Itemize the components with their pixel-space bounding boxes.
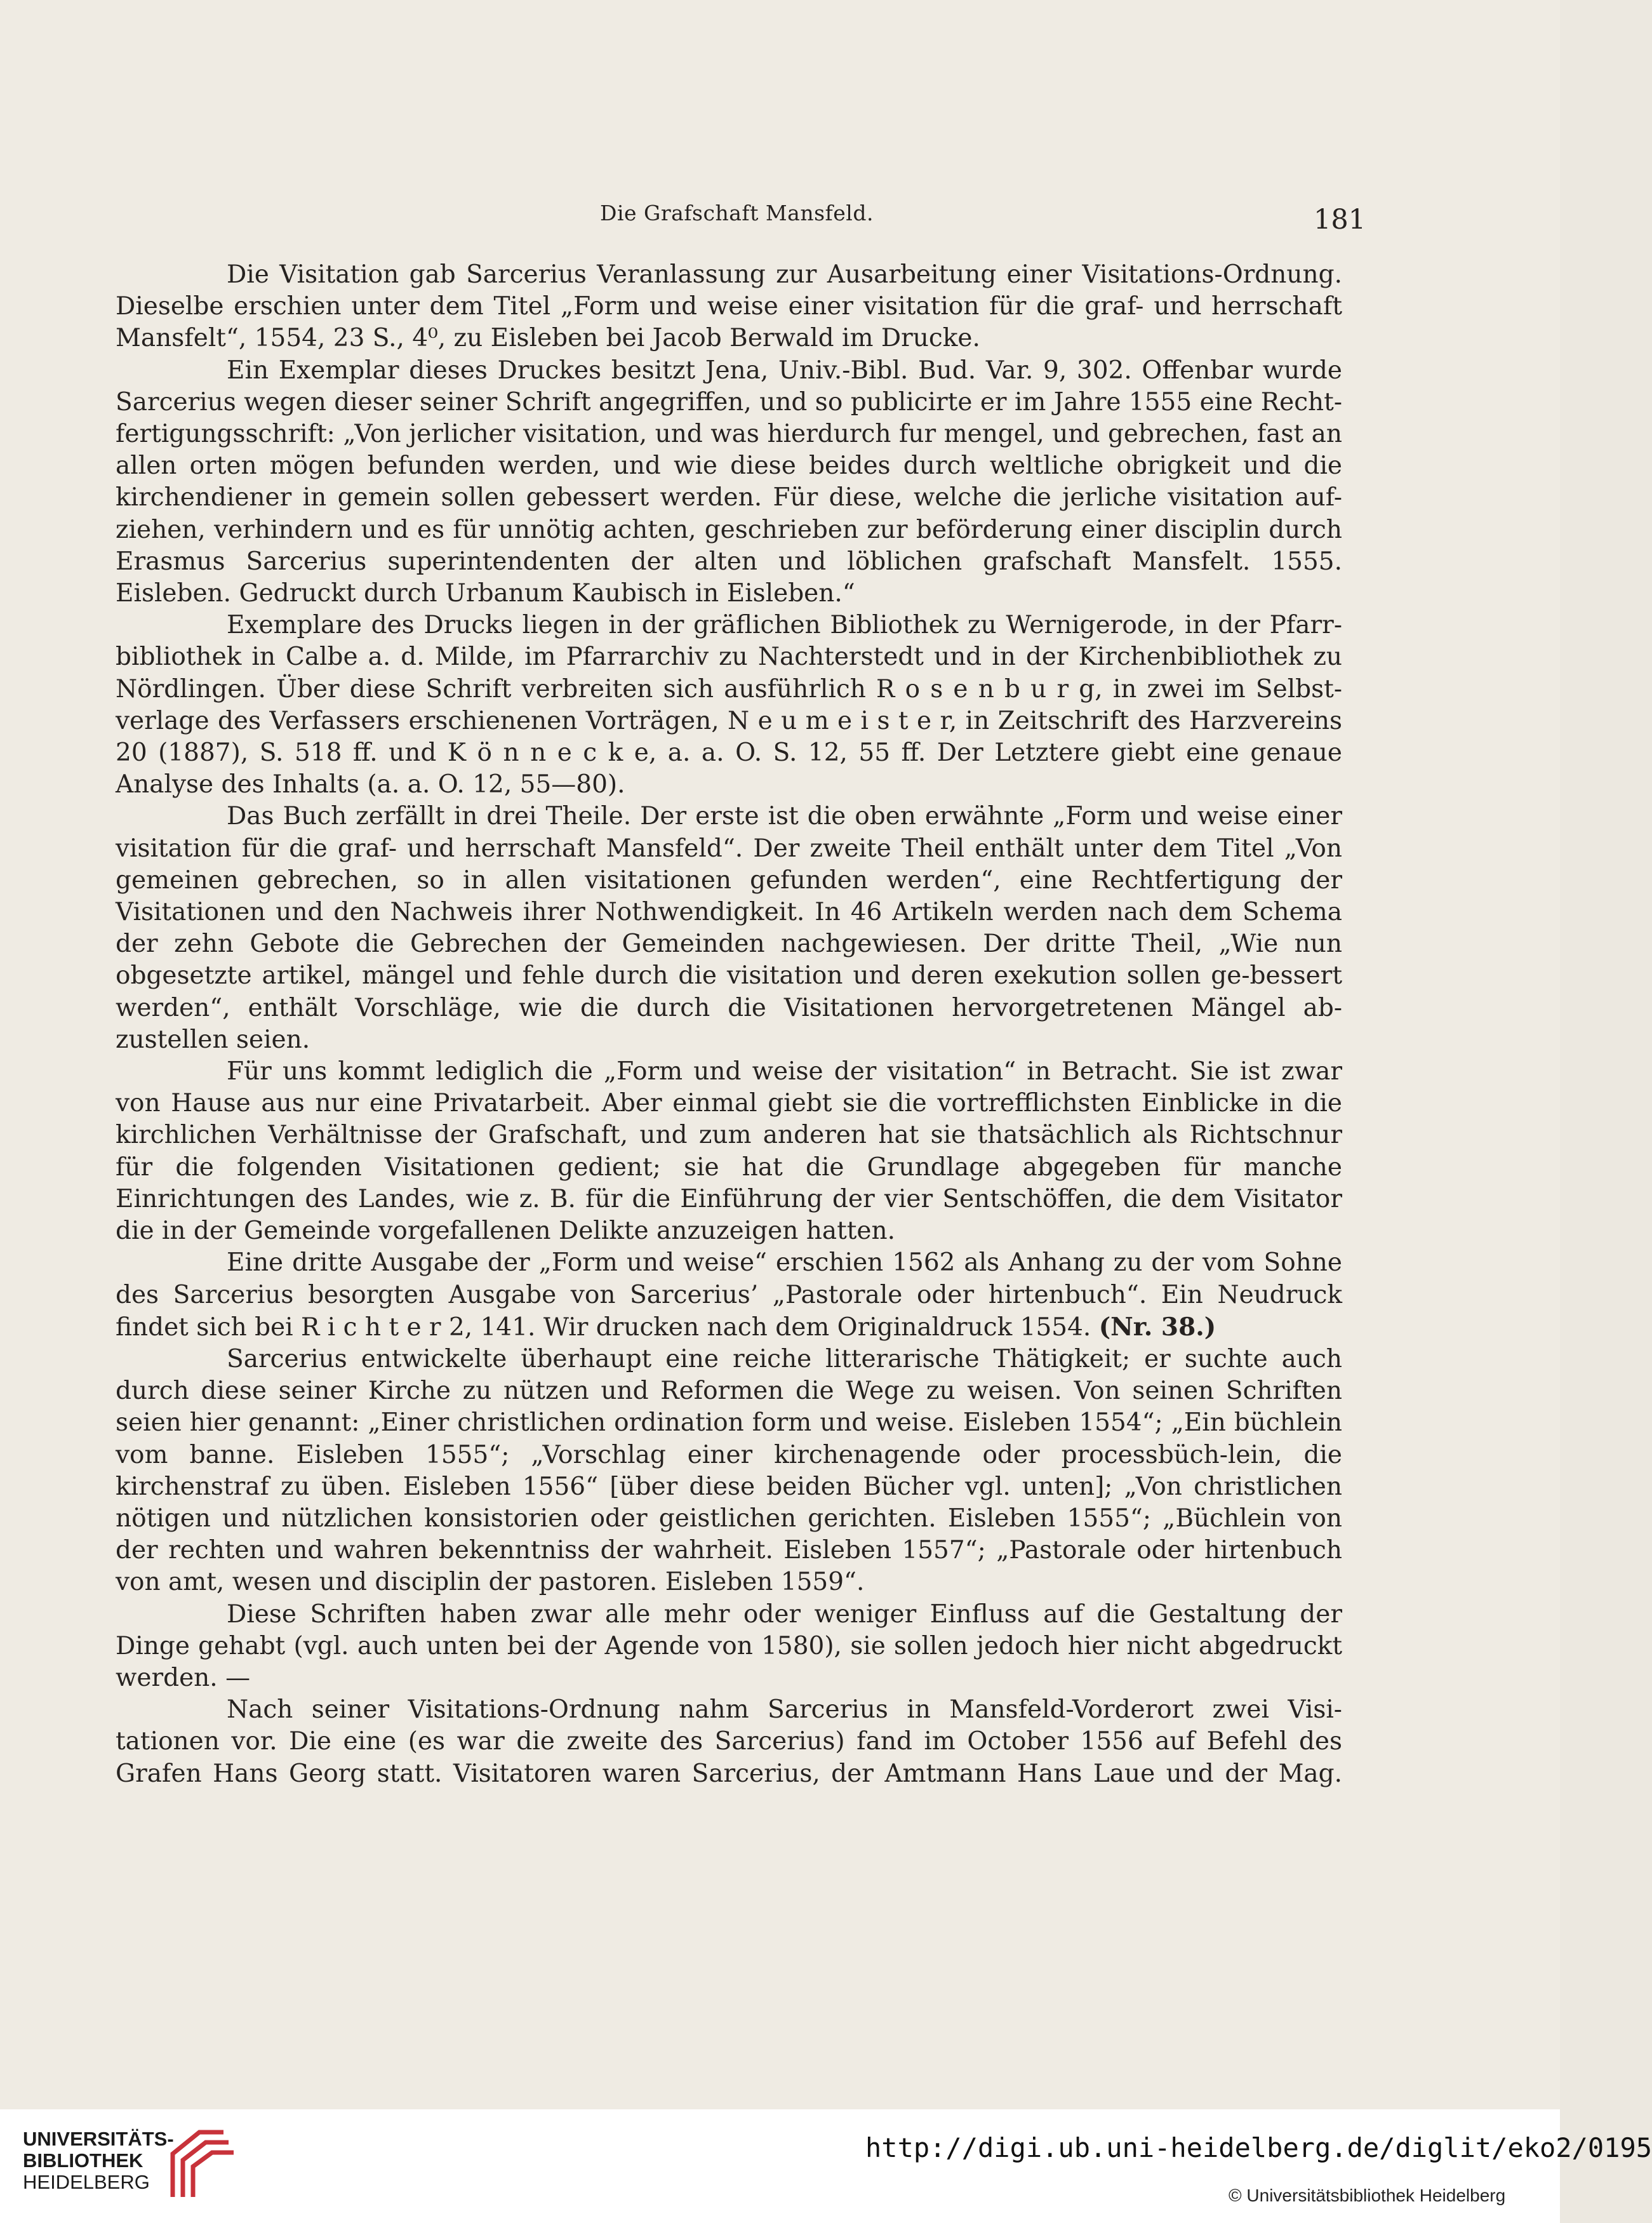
paragraph-7: Sarcerius entwickelte überhaupt eine reiche litterarische Thätigkeit; er suchte auch durch diese seiner Kirche zu nützen und Reformen die Wege zu weisen. Von seinen Schriften seien hier genannt: „Einer christlichen ordination form und weise. Eisleben 1554“; „Ein büchlein vom banne. Eisleben 1555“; „Vorschlag einer kirchenagende oder processbüch-lein, die kirchenstraf zu üben. Eisleben 1556“ [über diese beiden Bücher vgl. unten]; „Von christlichen nötigen und nützlichen konsistorien oder geistlichen gerichten. Eisleben 1555“; „Büchlein von der rechten und wahren bekenntniss der wahrheit. Eisleben 1557“; „Pastorale oder hirtenbuch von amt, wesen und disciplin der pastoren. Eisleben 1559“. [116,1344,1342,1597]
copyright-notice: © Universitätsbibliothek Heidelberg [1229,2186,1506,2205]
document-number: (Nr. 38.) [1098,1312,1216,1342]
paragraph-8: Diese Schriften haben zwar alle mehr oder weniger Einfluss auf die Gestaltung der Dinge gehabt (vgl. auch unten bei der Agende von 1580), sie sollen jedoch hier nicht abgedruckt werden. — [116,1599,1342,1692]
library-emblem-icon [157,2126,240,2202]
paragraph-2: Ein Exemplar dieses Druckes besitzt Jena, Univ.-Bibl. Bud. Var. 9, 302. Offenbar wurde Sarcerius wegen dieser seiner Schrift angegriffen, und so publicirte er im Jahre 1555 eine Recht-fertigungsschrift: „Von jerlicher visitation, und was hierdurch fur mengel, und gebrechen, fast an allen orten mögen befunden werden, und wie diese beides durch weltliche obrigkeit und die kirchendiener in gemein sollen gebessert werden. Für diese, welche die jerliche visitation auf-ziehen, verhindern und es für unnötig achten, geschrieben zur beförderung einer disciplin durch Erasmus Sarcerius superintendenten der alten und löblichen grafschaft Mansfelt. 1555. Eisleben. Gedruckt durch Urbanum Kaubisch in Eisleben.“ [116,356,1342,608]
page-number: 181 [1314,204,1366,236]
paragraph-5: Für uns kommt lediglich die „Form und weise der visitation“ in Betracht. Sie ist zwar von Hause aus nur eine Privatarbeit. Aber einmal giebt sie die vortrefflichsten Einblicke in die kirchlichen Verhältnisse der Grafschaft, und zum anderen hat sie thatsächlich als Richtschnur für die folgenden Visitationen gedient; sie hat die Grundlage abgegeben für manche Einrichtungen des Landes, wie z. B. für die Einführung der vier Sentschöffen, die dem Visitator die in der Gemeinde vorgefallenen Delikte anzuzeigen hatten. [116,1057,1342,1246]
logo-line-3: HEIDELBERG [23,2171,150,2193]
paragraph-1: Die Visitation gab Sarcerius Veranlassung zur Ausarbeitung einer Visitations-Ordnung. Dieselbe erschien unter dem Titel „Form und weise einer visitation für die graf- und herrschaft Mansfelt“, 1554, 23 S., 4⁰, zu Eisleben bei Jacob Berwald im Drucke. [116,260,1342,353]
paragraph-4: Das Buch zerfällt in drei Theile. Der erste ist die oben erwähnte „Form und weise einer visitation für die graf- und herrschaft Mansfeld“. Der zweite Theil enthält unter dem Titel „Von gemeinen gebrechen, so in allen visitationen gefunden werden“, eine Rechtfertigung der Visitationen und den Nachweis ihrer Nothwendigkeit. In 46 Artikeln werden nach dem Schema der zehn Gebote die Gebrechen der Gemeinden nachgewiesen. Der dritte Theil, „Wie nun obgesetzte artikel, mängel und fehle durch die visitation und deren exekution sollen ge-bessert werden“, enthält Vorschläge, wie die durch die Visitationen hervorgetretenen Mängel ab-zustellen seien. [116,802,1342,1054]
logo-line-2: BIBLIOTHEK [23,2149,143,2172]
library-logo[interactable] [23,2128,264,2211]
permalink-url[interactable]: http://digi.ub.uni-heidelberg.de/diglit/eko2/0195 [865,2132,1652,2163]
footer-bar [0,2109,1652,2223]
paragraph-6: Eine dritte Ausgabe der „Form und weise“ erschien 1562 als Anhang zu der vom Sohne des Sarcerius besorgten Ausgabe von Sarcerius’ „Pastorale oder hirtenbuch“. Ein Neudruck findet sich bei R i c h t e r 2, 141. Wir drucken nach dem Originaldruck 1554. (Nr. 38.) [116,1248,1342,1342]
body-text [116,259,1342,1790]
logo-line-1: UNIVERSITÄTS- [23,2128,174,2150]
paragraph-9: Nach seiner Visitations-Ordnung nahm Sarcerius in Mansfeld-Vorderort zwei Visi-tationen vor. Die eine (es war die zweite des Sarcerius) fand im October 1556 auf Befehl des Grafen Hans Georg statt. Visitatoren waren Sarcerius, der Amtmann Hans Laue und der Mag. [116,1695,1342,1788]
paragraph-3: Exemplare des Drucks liegen in der gräflichen Bibliothek zu Wernigerode, in der Pfarr-bibliothek in Calbe a. d. Milde, im Pfarrarchiv zu Nachterstedt und in der Kirchenbibliothek zu Nördlingen. Über diese Schrift verbreiten sich ausführlich R o s e n b u r g, in zwei im Selbst-verlage des Verfassers erschienenen Vorträgen, N e u m e i s t e r, in Zeitschrift des Harzvereins 20 (1887), S. 518 ff. und K ö n n e c k e, a. a. O. S. 12, 55 ff. Der Letztere giebt eine genaue Analyse des Inhalts (a. a. O. 12, 55—80). [116,611,1342,799]
running-title: Die Grafschaft Mansfeld. [600,201,874,225]
page-header [0,201,1560,239]
